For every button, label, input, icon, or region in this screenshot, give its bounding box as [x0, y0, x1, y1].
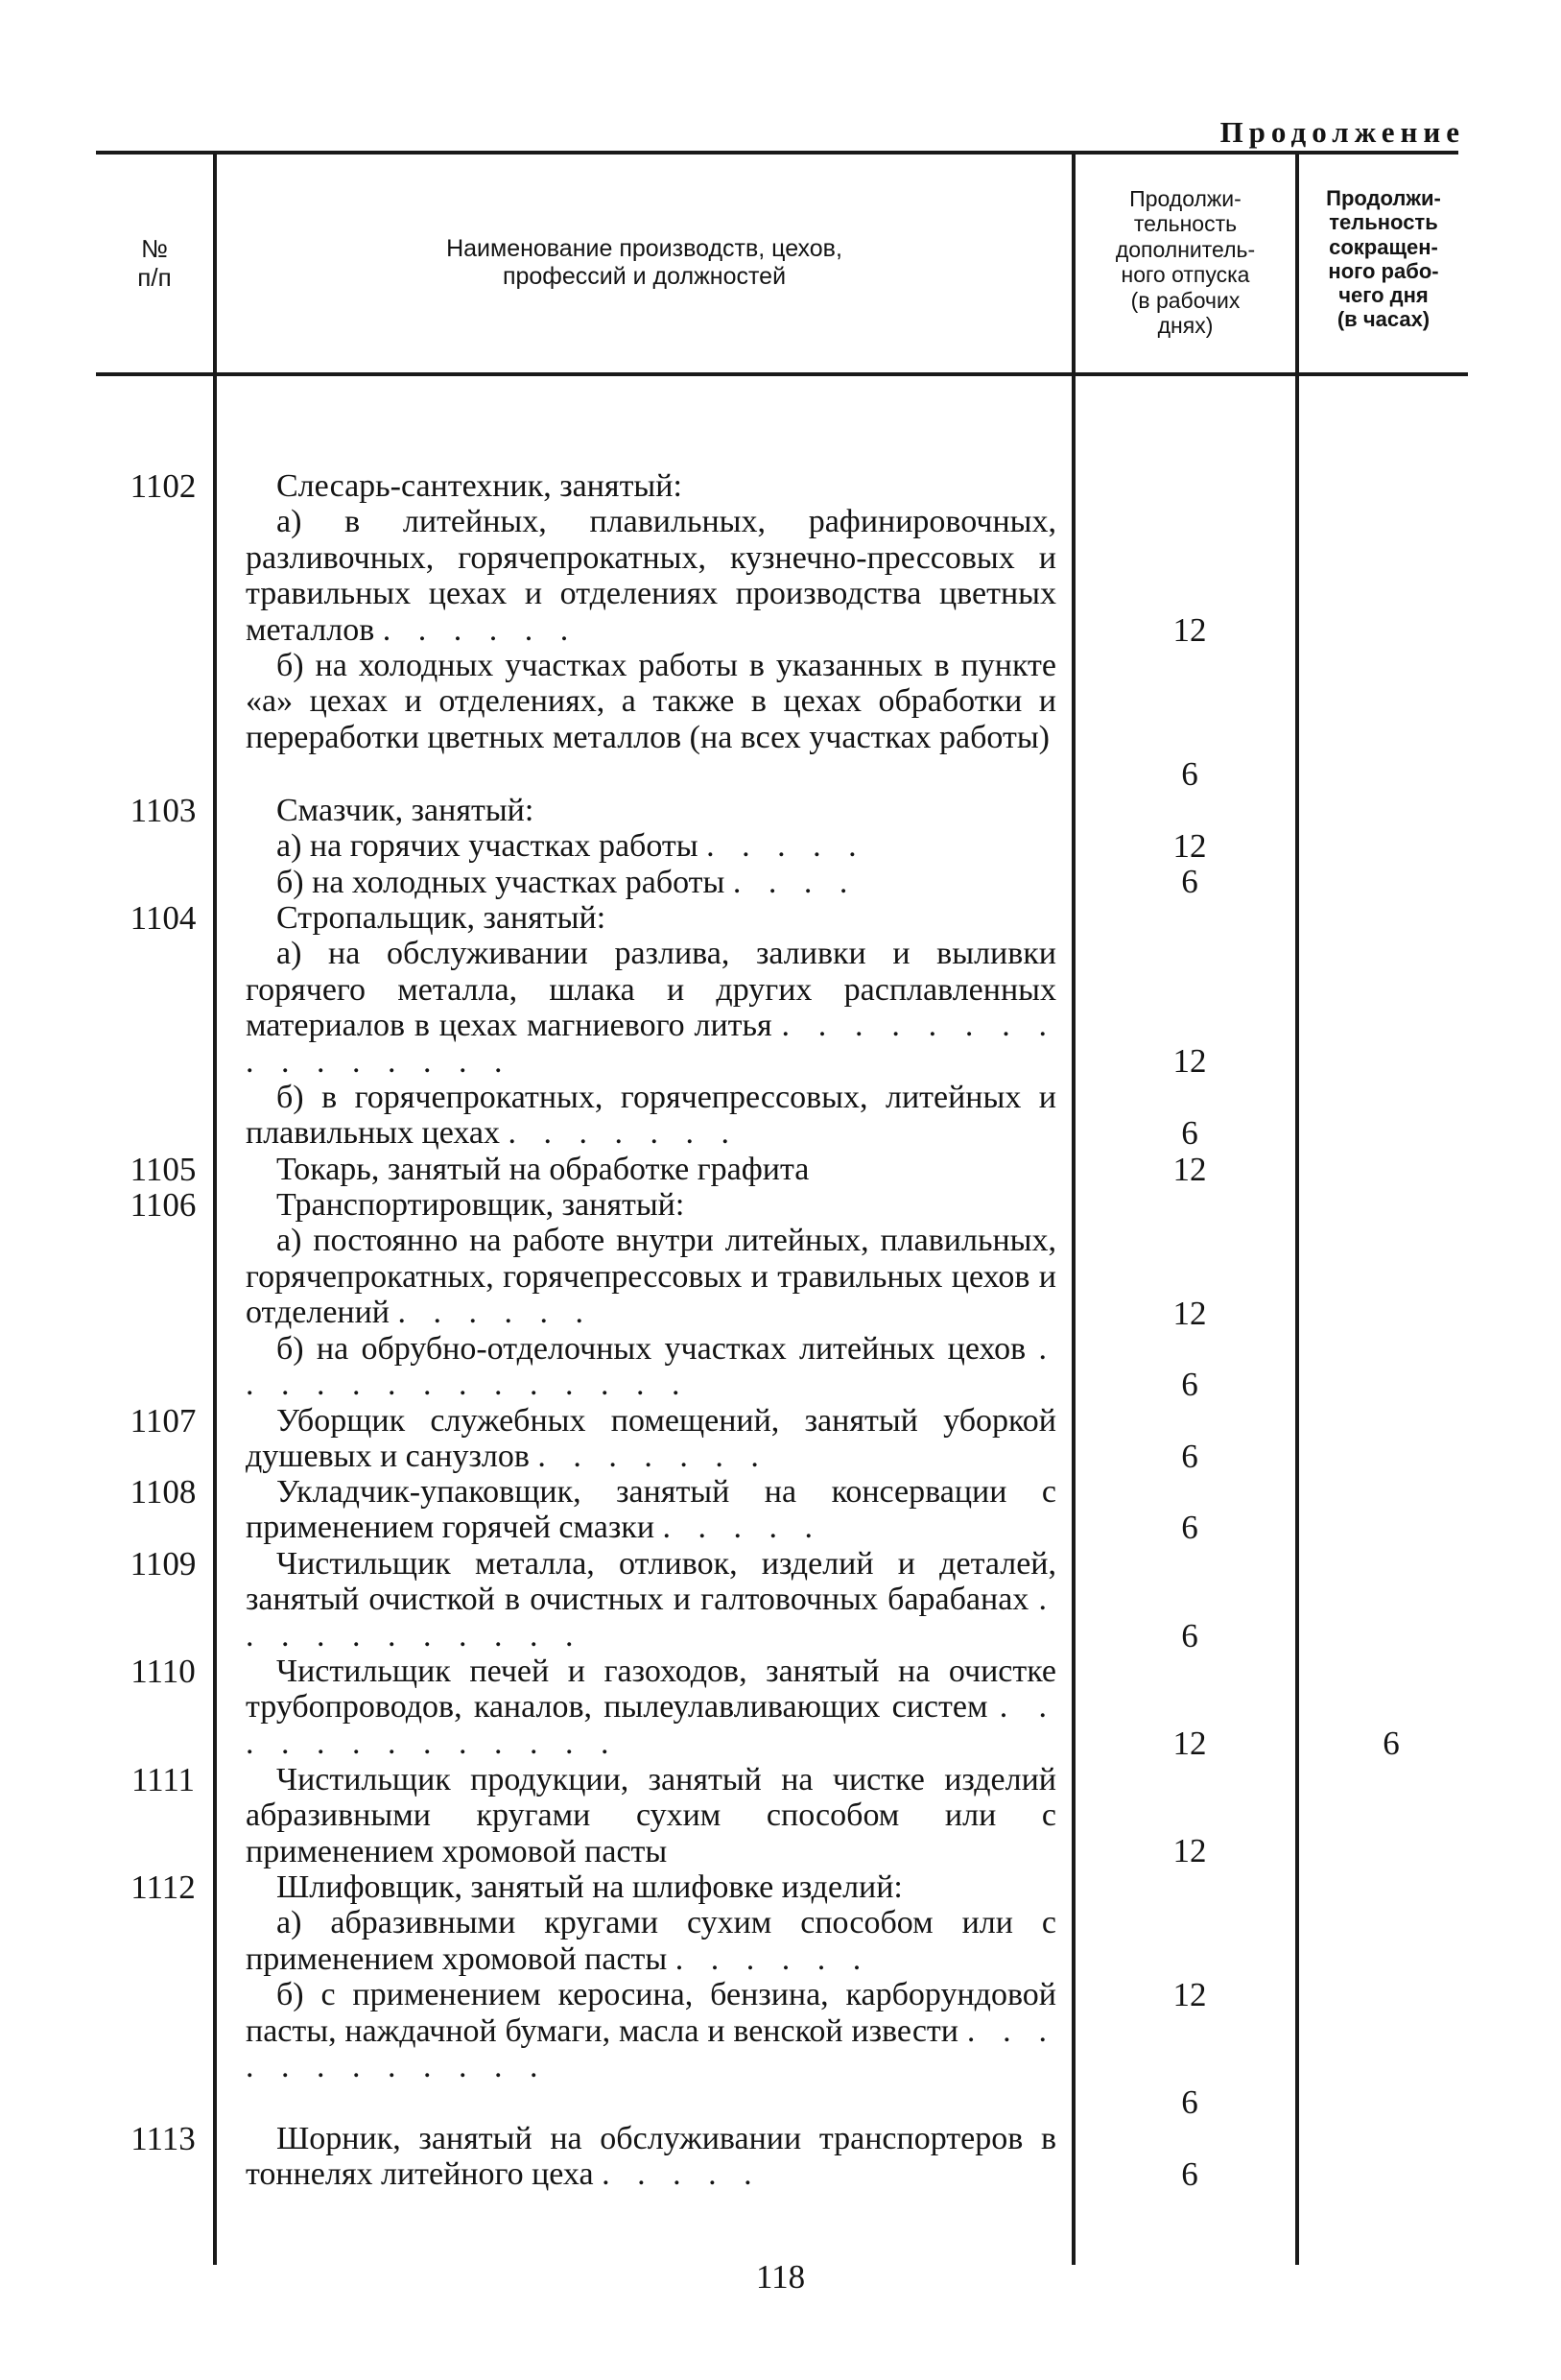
row-number: 1104 [130, 899, 197, 937]
leader-dots: . . . . . . . [537, 1439, 769, 1475]
entry-text [246, 1403, 1056, 1475]
column-divider-2 [1072, 154, 1076, 2265]
entry-title: Чистильщик продукции, занятый на чистке изделий абразивными кругами сухим способом или с применением хромовой пасты [246, 1762, 1056, 1869]
entry-subitem: б) в горячепрокатных, горячепрессовых, литейных и плавильных цехах [246, 1080, 1056, 1152]
additional-leave-value: 6 [1181, 2155, 1198, 2193]
entry-text [246, 468, 1056, 755]
header-bottom-rule [96, 372, 1468, 376]
leader-dots: . . . . [732, 864, 858, 900]
row-number: 1102 [130, 467, 197, 505]
row-number: 1103 [130, 792, 197, 829]
continuation-label: Продолжение [1219, 115, 1465, 149]
entry-text [246, 2121, 1056, 2193]
leader-dots: . . . . . [602, 2156, 762, 2193]
row-number: 1113 [130, 2120, 196, 2157]
column-header-number: № п/п [137, 234, 172, 292]
entry-subitem: а) на горячих участках работы [276, 828, 698, 865]
additional-leave-value: 12 [1172, 1725, 1207, 1762]
page-number: 118 [755, 2258, 806, 2296]
leader-dots: . . . . . . . . . . . . . . [246, 1330, 1057, 1403]
row-number: 1108 [130, 1473, 197, 1511]
entry-subitem: б) на холодных участках работы [276, 864, 725, 900]
entry-subitem: б) на холодных участках работы в указанных в пункте «а» цехах и отделениях, а также в цехах обработки и переработки цветных металлов (на всех участках работы) [246, 648, 1056, 755]
entry-text [246, 1152, 1056, 1187]
leader-dots: . . . . . . [397, 1295, 593, 1331]
entry-text [246, 793, 1056, 900]
entry-subitem: а) постоянно на работе внутри литейных, плавильных, горячепрокатных, горячепрессовых и травильных цехов и отделений [246, 1223, 1056, 1331]
additional-leave-value: 12 [1172, 827, 1207, 865]
row-number: 1109 [130, 1545, 197, 1583]
row-number: 1105 [130, 1151, 197, 1188]
entry-text [246, 1546, 1056, 1654]
entry-text [246, 1474, 1056, 1546]
leader-dots: . . . . . . [382, 611, 579, 648]
additional-leave-value: 12 [1172, 1832, 1207, 1869]
column-divider-3 [1295, 154, 1299, 2265]
entry-text [246, 1762, 1056, 1869]
additional-leave-value: 6 [1181, 1509, 1198, 1546]
entry-subitem: а) в литейных, плавильных, рафинировочных, разливочных, горячепрокатных, кузнечно-прессовых и травильных цехах и отделениях производства цветных металлов [246, 504, 1056, 648]
row-number: 1111 [130, 1761, 196, 1798]
leader-dots: . . . . . . . [508, 1115, 739, 1152]
reduced-day-value: 6 [1383, 1725, 1400, 1762]
row-number: 1107 [130, 1402, 197, 1440]
entry-title: Шлифовщик, занятый на шлифовке изделий: [276, 1869, 903, 1905]
additional-leave-value: 12 [1172, 1151, 1207, 1188]
entry-subitem: а) на обслуживании разлива, заливки и выливки горячего металла, шлака и других расплавленных материалов в цехах магниевого литья [246, 936, 1056, 1044]
additional-leave-value: 12 [1172, 611, 1207, 649]
leader-dots: . . . . . . [674, 1940, 871, 1977]
entry-text [246, 1654, 1056, 1761]
additional-leave-value: 6 [1181, 1114, 1198, 1152]
entry-subitem: а) абразивными кругами сухим способом или с применением хромовой пасты [246, 1905, 1056, 1977]
column-header-name: Наименование производств, цехов, профессий и должностей [446, 235, 842, 290]
column-header-reduced-day: Продолжи- тельность сокращен- ного рабо- чего дня (в часах) [1326, 186, 1441, 332]
additional-leave-value: 6 [1181, 755, 1198, 793]
entry-title: Слесарь-сантехник, занятый: [276, 468, 682, 504]
additional-leave-value: 6 [1181, 1366, 1198, 1403]
entry-text [246, 1187, 1056, 1402]
additional-leave-value: 6 [1181, 2083, 1198, 2121]
leader-dots: . . . . . . . . . . . . [246, 2012, 1057, 2085]
entry-title: Уборщик служебных помещений, занятый уборкой душевых и санузлов [246, 1403, 1056, 1475]
entry-title: Чистильщик печей и газоходов, занятый на очистке трубопроводов, каналов, пылеулавливающих систем [246, 1654, 1056, 1726]
header-top-rule [96, 151, 1458, 155]
additional-leave-value: 12 [1172, 1295, 1207, 1332]
entry-title: Токарь, занятый на обработке графита [276, 1152, 810, 1187]
entry-text [246, 900, 1056, 1152]
entry-subitem: б) с применением керосина, бензина, карборундовой пасты, наждачной бумаги, масла и венской извести [246, 1977, 1056, 2049]
additional-leave-value: 12 [1172, 1976, 1207, 2013]
additional-leave-value: 6 [1181, 1438, 1198, 1475]
row-number: 1112 [130, 1868, 196, 1906]
entry-title: Транспортировщик, занятый: [276, 1187, 685, 1223]
entry-text [246, 1869, 1056, 2084]
leader-dots: . . . . . . . . . . . . . [246, 1689, 1056, 1761]
row-number: 1110 [130, 1653, 196, 1690]
column-header-additional-leave: Продолжи- тельность дополнитель- ного отпуска (в рабочих днях) [1115, 186, 1256, 339]
additional-leave-value: 6 [1181, 863, 1198, 900]
leader-dots: . . . . . [706, 828, 866, 865]
leader-dots: . . . . . . . . . . . [246, 1582, 1056, 1654]
additional-leave-value: 6 [1181, 1617, 1198, 1654]
entry-title: Стропальщик, занятый: [276, 900, 606, 936]
entry-subitem: б) на обрубно-отделочных участках литейных цехов [276, 1330, 1027, 1367]
entry-title: Чистильщик металла, отливок, изделий и деталей, занятый очисткой в очистных и галтовочных барабанах [246, 1546, 1056, 1618]
row-number: 1106 [130, 1186, 197, 1224]
leader-dots: . . . . . [662, 1510, 823, 1546]
column-divider-1 [213, 154, 217, 2265]
additional-leave-value: 12 [1172, 1042, 1207, 1080]
leader-dots: . . . . . . . . . . . . . . . . [246, 1008, 1057, 1080]
entry-title: Смазчик, занятый: [276, 793, 534, 828]
entry-title: Укладчик-упаковщик, занятый на консервации с применением горячей смазки [246, 1474, 1056, 1546]
entry-title: Шорник, занятый на обслуживании транспортеров в тоннелях литейного цеха [246, 2121, 1056, 2193]
